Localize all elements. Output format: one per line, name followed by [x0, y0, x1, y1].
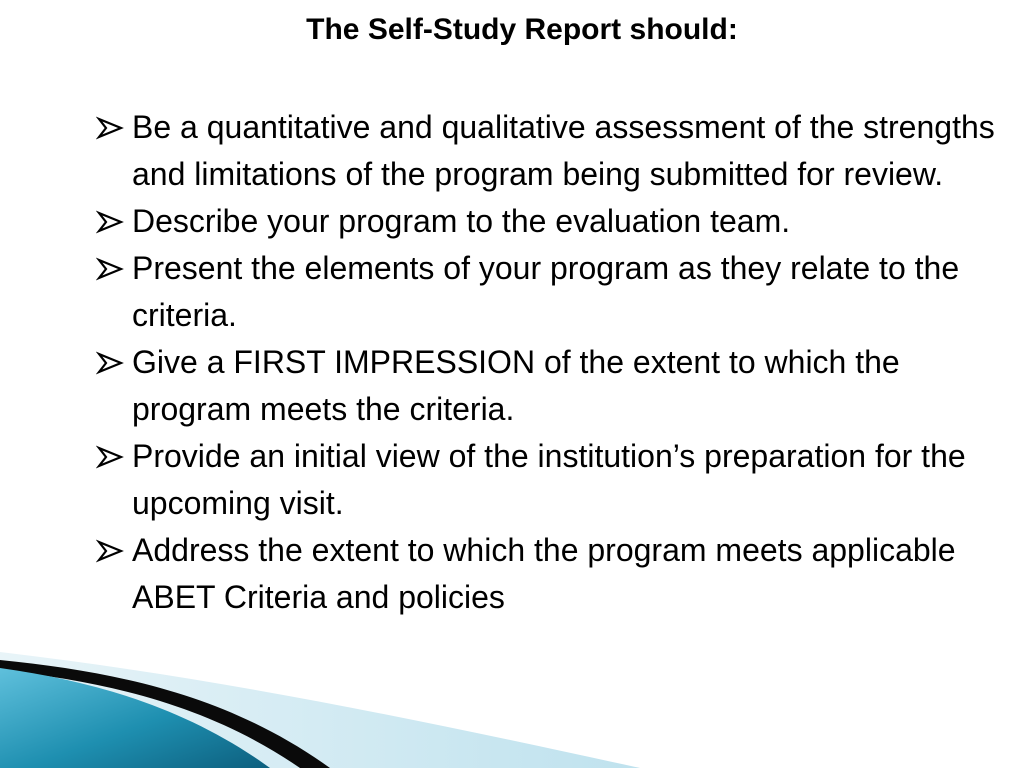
bullet-text: Be a quantitative and qualitative assessment of the strengths and limitations of the program being submitted for review.	[132, 109, 995, 192]
arrow-bullet-icon	[96, 351, 124, 375]
bullet-list	[96, 104, 1016, 621]
arrow-bullet-icon	[96, 210, 124, 234]
bullet-text: Provide an initial view of the institution’s preparation for the upcoming visit.	[132, 438, 966, 521]
slide-title: The Self-Study Report should:	[306, 13, 738, 46]
bullet-item	[96, 245, 1016, 339]
arrow-bullet-icon	[96, 116, 124, 140]
bullet-item	[96, 198, 1016, 245]
bullet-item	[96, 104, 1016, 198]
bullet-text: Describe your program to the evaluation team.	[132, 203, 791, 239]
bullet-text: Address the extent to which the program meets applicable ABET Criteria and policies	[132, 532, 956, 615]
bullet-text: Give a FIRST IMPRESSION of the extent to which the program meets the criteria.	[132, 344, 900, 427]
bullet-item	[96, 339, 1016, 433]
decorative-swoosh	[0, 638, 1024, 768]
arrow-bullet-icon	[96, 257, 124, 281]
bullet-item	[96, 433, 1016, 527]
arrow-bullet-icon	[96, 445, 124, 469]
bullet-item	[96, 527, 1016, 621]
bullet-text: Present the elements of your program as they relate to the criteria.	[132, 250, 960, 333]
arrow-bullet-icon	[96, 539, 124, 563]
